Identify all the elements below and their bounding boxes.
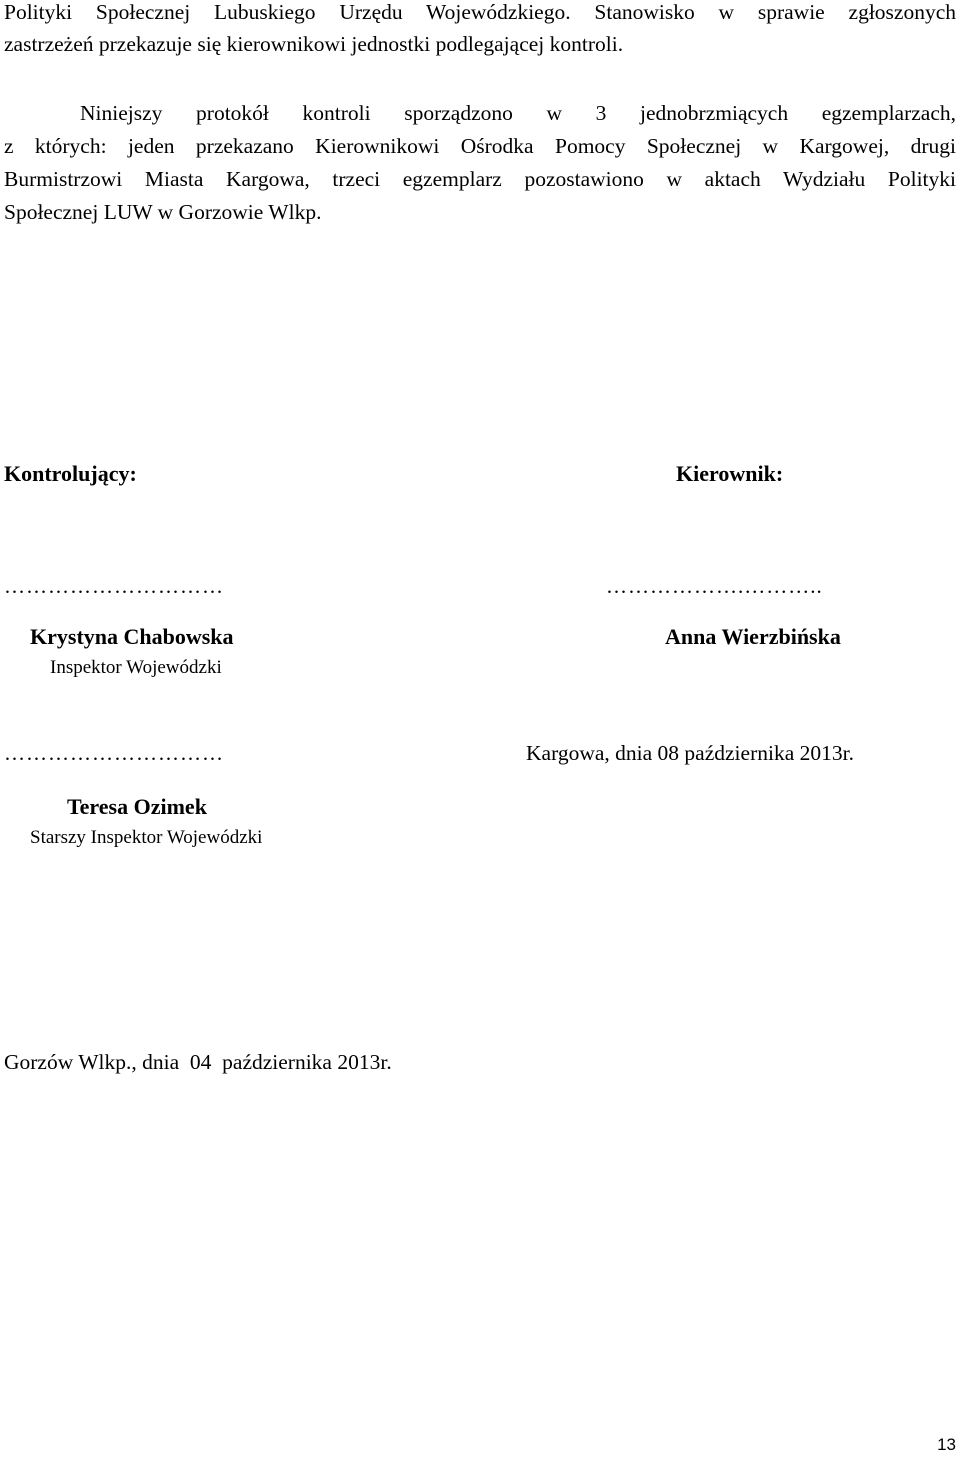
paragraph-1-line-1: Polityki Społecznej Lubuskiego Urzędu Wojewódzkiego. Stanowisko w sprawie zgłoszonych	[4, 0, 956, 24]
controller-2-signature-line: …………………………	[4, 741, 224, 765]
page-number: 13	[937, 1435, 956, 1454]
paragraph-2-line-2: z których: jeden przekazano Kierownikowi Ośrodka Pomocy Społecznej w Kargowej, drugi	[4, 134, 956, 158]
place-date: Gorzów Wlkp., dnia 04 października 2013r.	[4, 1050, 392, 1074]
manager-signature-line: ……………….………..	[606, 574, 823, 598]
paragraph-2-line-1: Niniejszy protokół kontroli sporządzono w 3 jednobrzmiących egzemplarzach,	[80, 101, 956, 125]
manager-heading: Kierownik:	[676, 461, 784, 486]
paragraph-2-line-3: Burmistrzowi Miasta Kargowa, trzeci egzemplarz pozostawiono w aktach Wydziału Polityki	[4, 167, 956, 191]
controller-1-title: Inspektor Wojewódzki	[50, 657, 222, 678]
manager-date: Kargowa, dnia 08 października 2013r.	[526, 741, 854, 765]
controller-2-title: Starszy Inspektor Wojewódzki	[30, 827, 263, 848]
controllers-heading: Kontrolujący:	[4, 461, 137, 486]
controller-2-name: Teresa Ozimek	[67, 794, 207, 819]
paragraph-2-line-4: Społecznej LUW w Gorzowie Wlkp.	[4, 200, 322, 224]
manager-name: Anna Wierzbińska	[665, 624, 841, 649]
controller-1-signature-line: …………………………	[4, 574, 224, 598]
paragraph-1-line-2: zastrzeżeń przekazuje się kierownikowi jednostki podlegającej kontroli.	[4, 32, 624, 56]
controller-1-name: Krystyna Chabowska	[30, 624, 234, 649]
